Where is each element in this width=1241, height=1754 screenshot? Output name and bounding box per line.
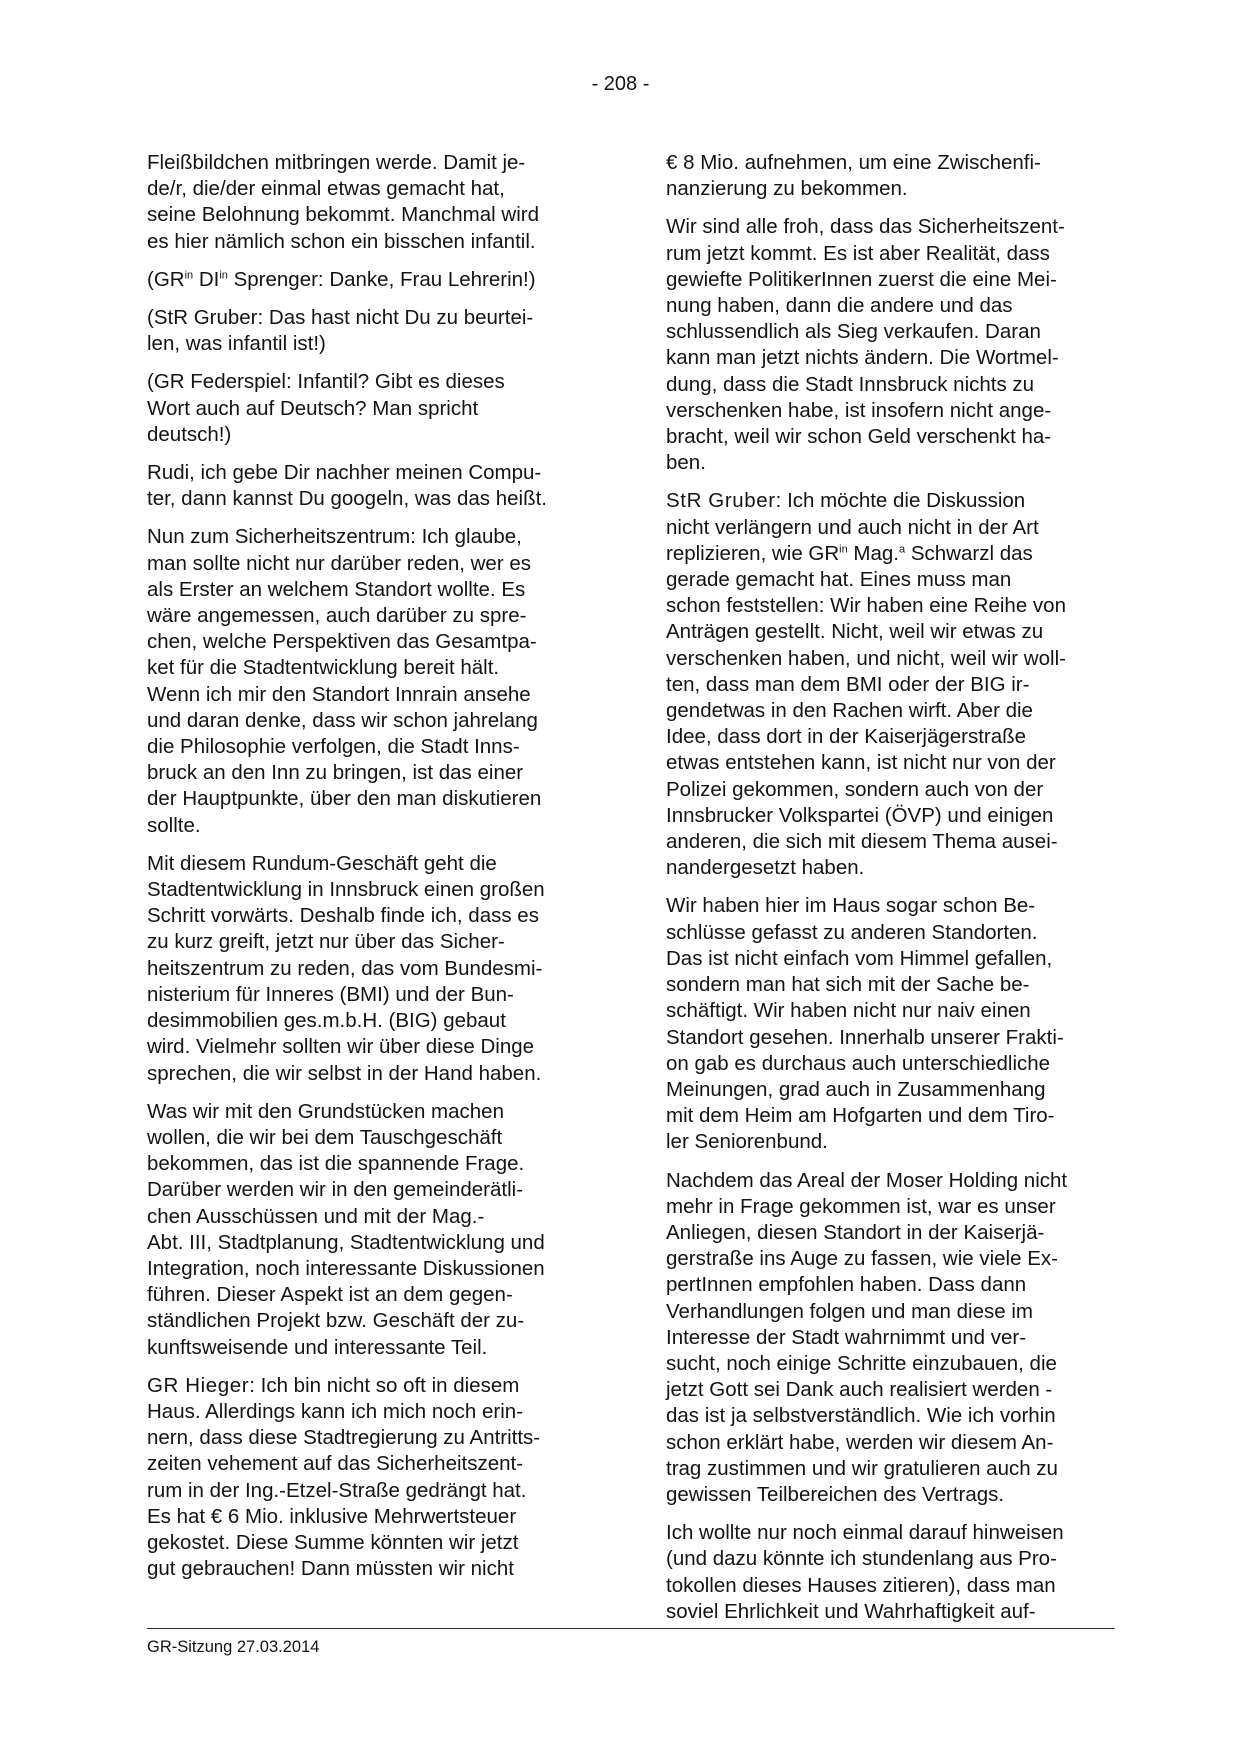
right-column: [666, 150, 1116, 1637]
superscript: a: [899, 543, 906, 556]
page-number: - 208 -: [591, 73, 650, 95]
speech-text: : Ich bin nicht so oft in diesem Haus. Allerdings kann ich mich noch erin- nern, dass diese Stadtregierung zu Antritts- zeiten vehement auf das Sicherheitszent- rum in der Ing.-Etzel-Straße gedrängt hat. Es hat € 6 Mio. inklusive Mehrwertsteuer gekostet. Diese Summe könnten wir jetzt gut gebrauchen! Dann müssten wir nicht: [147, 1373, 541, 1581]
superscript: in: [219, 269, 228, 282]
text-segment: DI: [193, 267, 220, 291]
footer-session-date: GR-Sitzung 27.03.2014: [147, 1638, 320, 1656]
paragraph: Rudi, ich gebe Dir nachher meinen Compu- ter, dann kannst Du googeln, was das heißt.: [147, 461, 548, 511]
paragraph: Nun zum Sicherheitszentrum: Ich glaube, man sollte nicht nur darüber reden, wer es als Erster an welchem Standort wollte. Es wäre angemessen, auch darüber zu spre- chen, welche Perspektiven das Gesamtpa- ket für die Stadtentwicklung bereit hält. Wenn ich mir den Standort Innrain ansehe und daran denke, dass wir schon jahrelang die Philosophie verfolgen, die Stadt Inns- bruck an den Inn zu bringen, ist das einer der Hauptpunkte, über den man diskutieren sollte.: [147, 525, 542, 837]
paragraph: Fleißbildchen mitbringen werde. Damit je- de/r, die/der einmal etwas gemacht hat, seine Belohnung bekommt. Manchmal wird es hier nämlich schon ein bisschen infantil.: [147, 151, 539, 253]
speech-text: Schwarzl das gerade gemacht hat. Eines muss man schon feststellen: Wir haben eine Reihe von Anträgen gestellt. Nicht, weil wir etwas zu verschenken haben, und nicht, weil wir woll- ten, dass man dem BMI oder der BIG ir- gendetwas in den Rachen wirft. Aber die Idee, dass dort in der Kaiserjägerstraße etwas entstehen kann, ist nicht nur von der Polizei gekommen, sondern auch von der Innsbrucker Volkspartei (ÖVP) und einigen anderen, die sich mit diesem Thema ausei- nandergesetzt haben.: [666, 541, 1066, 880]
speech-gruber: [666, 488, 1116, 881]
paragraph: Mit diesem Rundum-Geschäft geht die Stadtentwicklung in Innsbruck einen großen Schritt vorwärts. Deshalb finde ich, dass es zu kurz greift, jetzt nur über das Sicher- heitszentrum zu reden, das vom Bundesmi- nisterium für Inneres (BMI) und der Bun- desimmobilien ges.m.b.H. (BIG) gebaut wird. Vielmehr sollten wir über diese Dinge sprechen, die wir selbst in der Hand haben.: [147, 851, 545, 1085]
speech-text: Mag.: [847, 541, 900, 565]
speech-text: : Ich möchte die Diskussion nicht verlängern und auch nicht in der Art replizieren, wie GR: [666, 489, 1039, 565]
paragraph: € 8 Mio. aufnehmen, um eine Zwischenfi- nanzierung zu bekommen.: [666, 151, 1041, 201]
superscript: in: [839, 543, 848, 556]
speaker-name: GR Hieger: [147, 1373, 250, 1397]
paragraph: Ich wollte nur noch einmal darauf hinweisen (und dazu könnte ich stundenlang aus Pro- tokollen dieses Hauses zitieren), dass man soviel Ehrlichkeit und Wahrhaftigkeit auf-: [666, 1521, 1064, 1623]
footer-divider: [147, 1628, 1115, 1629]
speech-hieger: [147, 1373, 592, 1583]
paragraph: Was wir mit den Grundstücken machen wollen, die wir bei dem Tauschgeschäft bekommen, das ist die spannende Frage. Darüber werden wir in den gemeinderätli- chen Ausschüssen und mit der Mag.- Abt. III, Stadtplanung, Stadtentwicklung und Integration, noch interessante Diskussionen führen. Dieser Aspekt ist an dem gegen- ständlichen Projekt bzw. Geschäft der zu- kunftsweisende und interessante Teil.: [147, 1099, 545, 1359]
speaker-name: StR Gruber: [666, 489, 776, 513]
superscript: in: [184, 269, 194, 282]
interjection-federspiel: (GR Federspiel: Infantil? Gibt es dieses Wort auch auf Deutsch? Man spricht deutsch!): [147, 370, 505, 446]
text-segment: Sprenger: Danke, Frau Lehrerin!): [227, 267, 536, 291]
text-segment: (GR: [147, 267, 185, 291]
left-column: [147, 150, 592, 1594]
paragraph: Nachdem das Areal der Moser Holding nicht mehr in Frage gekommen ist, war es unser Anliegen, diesen Standort in der Kaiserjä- gerstraße ins Auge zu fassen, wie viele Ex- pertInnen empfohlen haben. Dass dann Verhandlungen folgen und man diese im Interesse der Stadt wahrnimmt und ver- sucht, noch einige Schritte einzubauen, die jetzt Gott sei Dank auch realisiert werden - das ist ja selbstverständlich. Wie ich vorhin schon erklärt habe, werden wir diesem An- trag zustimmen und wir gratulieren auch zu gewissen Teilbereichen des Vertrags.: [666, 1168, 1068, 1506]
interjection-sprenger: [147, 267, 592, 293]
paragraph: Wir sind alle froh, dass das Sicherheitszent- rum jetzt kommt. Es ist aber Realität, dass gewiefte PolitikerInnen zuerst die eine Mei- nung haben, dann die andere und das schlussendlich als Sieg verkaufen. Daran kann man jetzt nichts ändern. Die Wortmel- dung, dass die Stadt Innsbruck nichts zu verschenken habe, ist insofern nicht ange- bracht, weil wir schon Geld verschenkt ha- ben.: [666, 215, 1065, 475]
interjection-gruber: (StR Gruber: Das hast nicht Du zu beurtei- len, was infantil ist!): [147, 306, 534, 356]
paragraph: Wir haben hier im Haus sogar schon Be- schlüsse gefasst zu anderen Standorten. Das ist nicht einfach vom Himmel gefallen, sondern man hat sich mit der Sache be- schäftigt. Wir haben nicht nur naiv einen Standort gesehen. Innerhalb unserer Frakti- on gab es durchaus auch unterschiedliche Meinungen, grad auch in Zusammenhang mit dem Heim am Hofgarten und dem Tiro- ler Seniorenbund.: [666, 894, 1064, 1154]
